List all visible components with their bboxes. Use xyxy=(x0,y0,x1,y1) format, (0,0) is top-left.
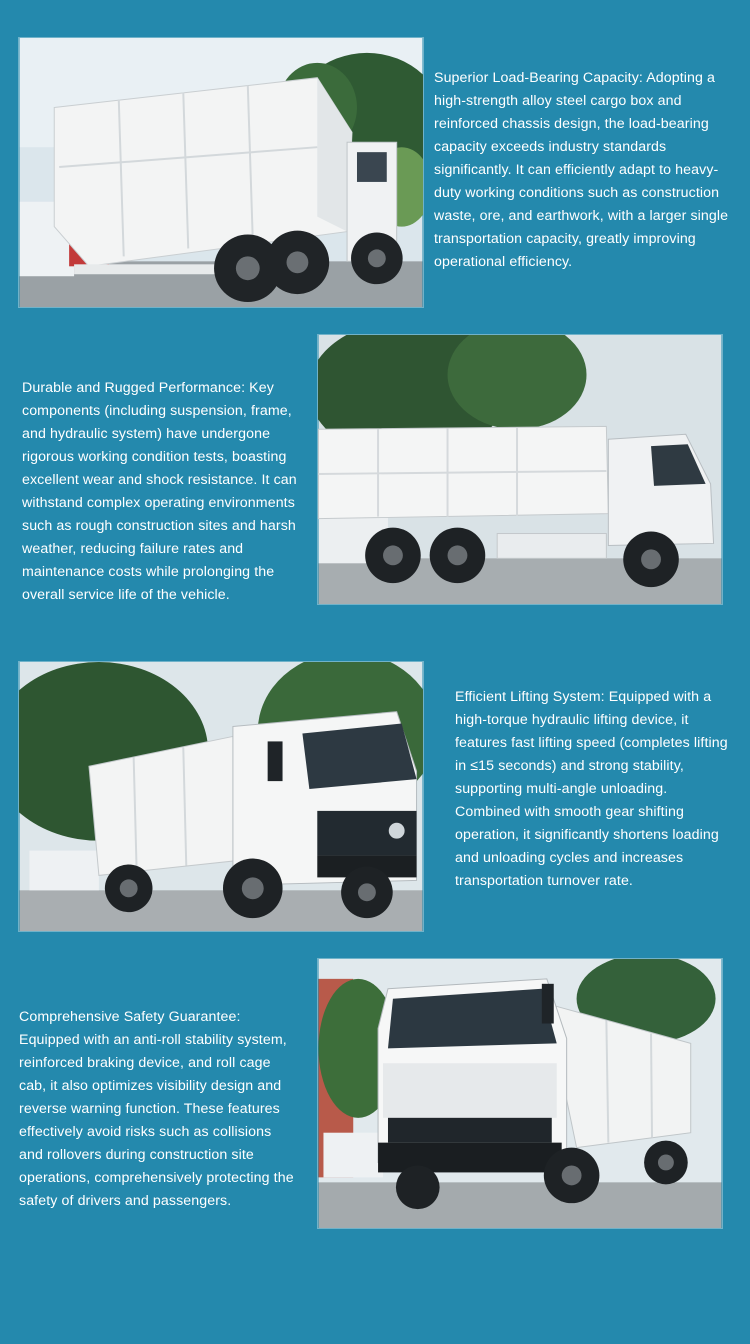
truck-photo-front-angle xyxy=(18,661,424,932)
truck-front-angle-illustration xyxy=(19,662,423,931)
truck-photo-front xyxy=(317,958,723,1229)
truck-rear-illustration xyxy=(19,38,423,307)
truck-front-illustration xyxy=(318,959,722,1228)
truck-photo-side xyxy=(317,334,723,605)
truck-photo-rear xyxy=(18,37,424,308)
feature-description: Comprehensive Safety Guarantee: Equipped with an anti-roll stability system, reinforced braking device, and roll cage cab, it also optimizes visibility design and reverse warning function. These features effectively avoid risks such as collisions and rollovers during construction site operations, comprehensively protecting the safety of drivers and passengers. xyxy=(19,1009,294,1209)
feature-description: Durable and Rugged Performance: Key components (including suspension, frame, and hydraulic system) have undergone rigorous working condition tests, boasting excellent wear and shock resistance. It can withstand complex operating environments such as rough construction sites and harsh weather, reducing failure rates and maintenance costs while prolonging the overall service life of the vehicle. xyxy=(22,380,297,603)
feature-description: Superior Load-Bearing Capacity: Adopting a high-strength alloy steel cargo box and reinforced chassis design, the load-bearing capacity exceeds industry standards significantly. It can efficiently adapt to heavy-duty working conditions such as construction waste, ore, and earthwork, with a larger single transportation capacity, greatly improving operational efficiency. xyxy=(434,70,729,270)
truck-side-illustration xyxy=(318,335,722,604)
feature-description: Efficient Lifting System: Equipped with a high-torque hydraulic lifting device, it features fast lifting speed (completes lifting in ≤15 seconds) and strong stability, supporting multi-angle unloading. Combined with smooth gear shifting operation, it significantly shortens loading and unloading cycles and increases transportation turnover rate. xyxy=(455,689,728,889)
